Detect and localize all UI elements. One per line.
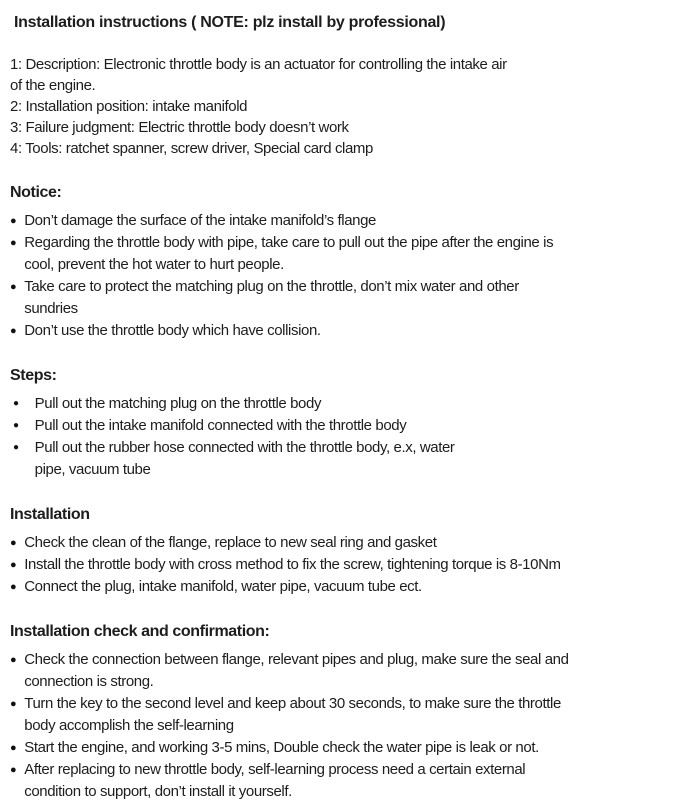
list-item bbox=[10, 532, 671, 554]
section-heading-check-confirmation: Installation check and confirmation: bbox=[10, 623, 270, 640]
bullet-icon: ● bbox=[10, 537, 17, 549]
bullet-text: Connect the plug, intake manifold, water pipe, vacuum tube ect. bbox=[24, 578, 422, 595]
bullet-icon: ● bbox=[10, 698, 17, 710]
bullet-icon: ● bbox=[13, 420, 19, 431]
bullet-icon: ● bbox=[10, 581, 17, 593]
intro-list bbox=[10, 54, 671, 159]
section-check-confirmation bbox=[10, 621, 671, 803]
section-heading-installation: Installation bbox=[10, 506, 90, 523]
bullet-icon: ● bbox=[13, 398, 19, 409]
bullet-text: Don’t use the throttle body which have collision. bbox=[24, 322, 321, 339]
list-item bbox=[10, 693, 671, 737]
bullet-text: Check the clean of the flange, replace to new seal ring and gasket bbox=[24, 534, 437, 551]
intro-item-failure: 3: Failure judgment: Electric throttle body doesn’t work bbox=[10, 119, 349, 136]
section-heading-steps: Steps: bbox=[10, 367, 57, 384]
list-item bbox=[10, 210, 671, 232]
bullet-icon: ● bbox=[10, 281, 17, 293]
bullet-text: Pull out the intake manifold connected with the throttle body bbox=[34, 417, 407, 434]
list-item bbox=[10, 576, 671, 598]
intro-item-tools: 4: Tools: ratchet spanner, screw driver, Special card clamp bbox=[10, 140, 373, 157]
section-notice bbox=[10, 182, 671, 342]
intro-item-description: 1: Description: Electronic throttle body is an actuator for controlling the intake air of the engine. bbox=[10, 56, 507, 94]
page-title: Installation instructions ( NOTE: plz install by professional) bbox=[14, 14, 446, 31]
list-item bbox=[10, 232, 671, 276]
bullet-text: Start the engine, and working 3-5 mins, Double check the water pipe is leak or not. bbox=[24, 739, 539, 756]
list-item bbox=[10, 759, 671, 803]
bullet-icon: ● bbox=[10, 215, 17, 227]
bullet-text: Take care to protect the matching plug on the throttle, don’t mix water and other sundries bbox=[24, 278, 519, 317]
bullet-text: Turn the key to the second level and keep about 30 seconds, to make sure the throttle body accomplish the self-learning bbox=[24, 695, 561, 734]
bullet-icon: ● bbox=[10, 237, 17, 249]
bullet-icon: ● bbox=[10, 559, 17, 571]
list-item bbox=[10, 649, 671, 693]
bullet-icon: ● bbox=[10, 654, 17, 666]
bullet-text: Don’t damage the surface of the intake manifold’s flange bbox=[24, 212, 376, 229]
bullet-text: After replacing to new throttle body, self-learning process need a certain external condition to support, don’t install it yourself. bbox=[24, 761, 526, 800]
list-item bbox=[10, 393, 671, 415]
list-item bbox=[10, 320, 671, 342]
bullet-icon: ● bbox=[10, 325, 17, 337]
bullet-text: Regarding the throttle body with pipe, take care to pull out the pipe after the engine is cool, prevent the hot water to hurt people. bbox=[24, 234, 554, 273]
bullet-text: Check the connection between flange, relevant pipes and plug, make sure the seal and connection is strong. bbox=[24, 651, 569, 690]
list-item bbox=[10, 437, 671, 481]
section-steps bbox=[10, 365, 671, 481]
section-installation bbox=[10, 504, 671, 598]
bullet-icon: ● bbox=[10, 764, 17, 776]
list-item bbox=[10, 276, 671, 320]
bullet-text: Install the throttle body with cross method to fix the screw, tightening torque is 8-10Nm bbox=[24, 556, 561, 573]
bullet-icon: ● bbox=[13, 442, 19, 453]
list-item bbox=[10, 415, 671, 437]
list-item bbox=[10, 554, 671, 576]
section-heading-notice: Notice: bbox=[10, 184, 62, 201]
bullet-text: Pull out the matching plug on the throttle body bbox=[34, 395, 322, 412]
list-item bbox=[10, 737, 671, 759]
bullet-icon: ● bbox=[10, 742, 17, 754]
intro-item-position: 2: Installation position: intake manifold bbox=[10, 98, 248, 115]
bullet-text: Pull out the rubber hose connected with the throttle body, e.x, water pipe, vacuum tube bbox=[34, 439, 455, 478]
